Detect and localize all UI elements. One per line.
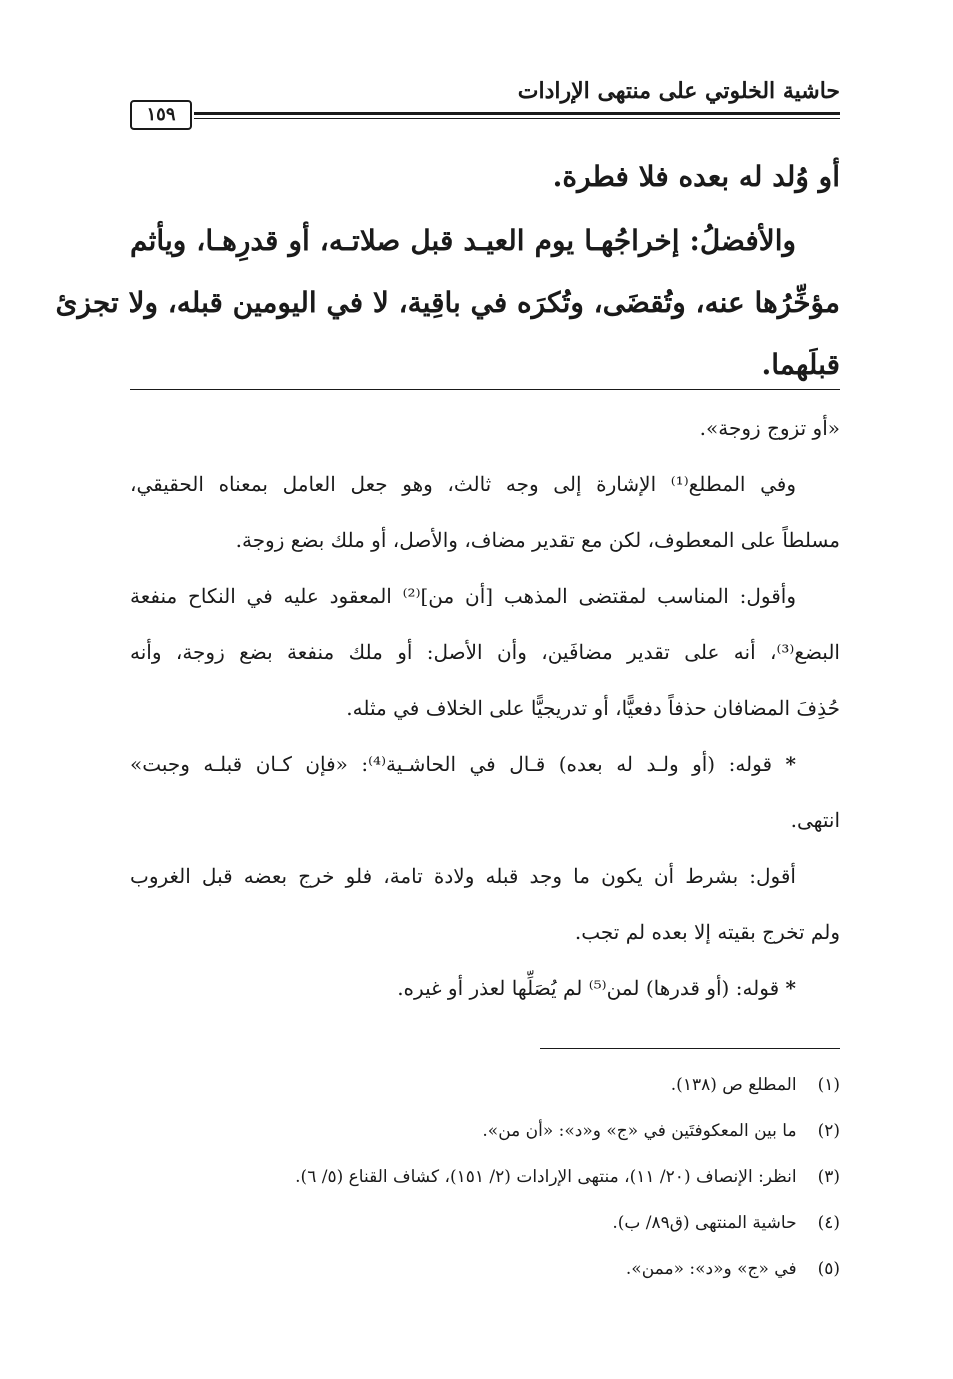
qawl-line bbox=[130, 960, 840, 1016]
footnote-number: (٣) bbox=[817, 1167, 840, 1187]
qawl-text: قوله: (أو ولـد له بعده) قـال في الحاشـية⁽⁴⁾: «فإن كـان قبلـه وجبت» bbox=[130, 752, 773, 776]
matn-line: أو وُلد له بعده فلا فطرة. bbox=[552, 160, 840, 193]
commentary-line: أقول: بشرط أن يكون ما وجد قبله ولادة تامة، فلو خرج بعضه قبل الغروب bbox=[130, 864, 796, 888]
commentary-line: ولم تخرج بقيته إلا بعده لم تجب. bbox=[574, 920, 840, 944]
footnote-number: (٤) bbox=[817, 1213, 840, 1233]
commentary-line: البضع⁽³⁾، أنه على تقدير مضافَين، وأن الأصل: أو ملك منفعة بضع زوجة، وأنه bbox=[130, 640, 840, 664]
footnote-text: حاشية المنتهى (ق٨٩/ ب). bbox=[612, 1213, 797, 1233]
footnote bbox=[130, 1062, 840, 1108]
footnote-text: ما بين المعكوفتَين في «ج» و«د»: «أن من». bbox=[482, 1121, 797, 1141]
header-rule bbox=[194, 112, 840, 115]
footnote-number: (٢) bbox=[817, 1121, 840, 1141]
footnote bbox=[130, 1108, 840, 1154]
footnote-divider bbox=[540, 1048, 840, 1049]
matn-line: قبلَهما. bbox=[761, 348, 840, 381]
footnote-text: المطلع ص (١٣٨). bbox=[670, 1075, 797, 1095]
running-header bbox=[130, 70, 840, 128]
footnote-number: (١) bbox=[817, 1075, 840, 1095]
footnote bbox=[130, 1246, 840, 1292]
footnote-number: (٥) bbox=[817, 1259, 840, 1279]
qawl-line bbox=[130, 736, 840, 792]
section-divider bbox=[130, 389, 840, 390]
qawl-star: * bbox=[785, 752, 796, 776]
commentary-line: وأقول: المناسب لمقتضى المذهب [أن من]⁽²⁾ المعقود عليه في النكاح منفعة bbox=[130, 584, 796, 608]
footnotes bbox=[130, 1062, 840, 1292]
footnote-text: انظر: الإنصاف (٢٠/ ١١)، منتهى الإرادات (٢/ ١٥١)، كشاف القناع (٥/ ٦). bbox=[295, 1167, 797, 1187]
qawl-star: * bbox=[785, 976, 796, 1000]
qawl-text: قوله: (أو قدرها) لمن⁽⁵⁾ لم يُصَلِّها لعذر أو غيره. bbox=[397, 976, 780, 1000]
commentary-line: مسلطاً على المعطوف، لكن مع تقدير مضاف، والأصل، أو ملك بضع زوجة. bbox=[235, 528, 840, 552]
commentary-line: وفي المطلع⁽¹⁾ الإشارة إلى وجه ثالث، وهو جعل العامل بمعناه الحقيقي، bbox=[130, 472, 796, 496]
matn-line: والأفضلُ: إخراجُهـا يوم العيـد قبل صلاتـه، أو قدرِهـا، ويأثم bbox=[130, 224, 796, 257]
matn-text bbox=[55, 146, 840, 396]
header-rule-thin bbox=[194, 118, 840, 119]
commentary-line: انتهى. bbox=[790, 808, 840, 832]
running-title: حاشية الخلوتي على منتهى الإرادات bbox=[517, 78, 840, 104]
matn-line: مؤخِّرُها عنه، وتُقضَى، وتُكرَه في باقِية، لا في اليومين قبله، ولا تجزئ bbox=[55, 286, 840, 319]
footnote bbox=[130, 1200, 840, 1246]
commentary-text bbox=[130, 400, 840, 1016]
commentary-line: «أو تزوج زوجة». bbox=[699, 416, 840, 440]
footnote-text: في «ج» و«د»: «ممن». bbox=[625, 1259, 797, 1279]
footnote bbox=[130, 1154, 840, 1200]
commentary-line: حُذِفَ المضافان حذفاً دفعيًّا، أو تدريجيًّا على الخلاف في مثله. bbox=[346, 696, 840, 720]
page-number: ١٥٩ bbox=[130, 100, 192, 130]
